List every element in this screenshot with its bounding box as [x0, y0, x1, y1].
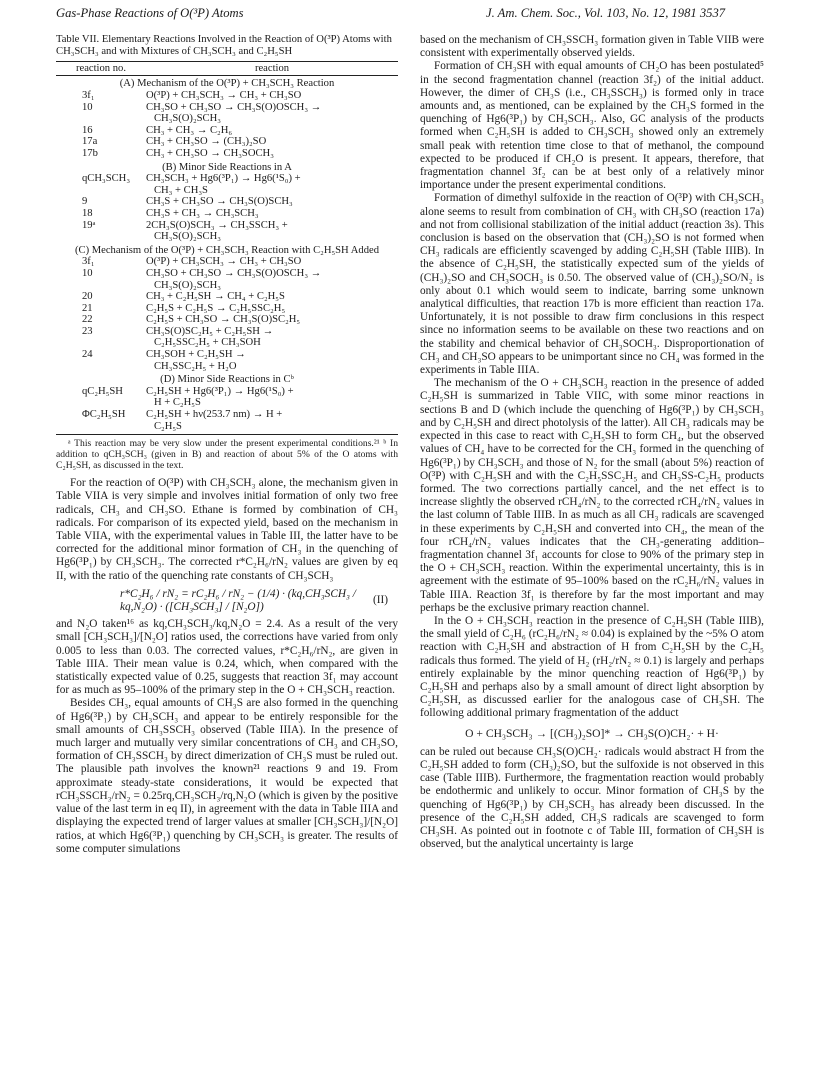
- reaction-number: [56, 113, 146, 125]
- reaction-equation: CH₃S + CH₃SO → CH₃S(O)SCH₃: [146, 196, 293, 208]
- table-row: [56, 409, 398, 421]
- equation-ii: [56, 588, 398, 614]
- table-row: [56, 173, 398, 185]
- paragraph: Formation of dimethyl sulfoxide in the reaction of O(³P) with CH₃SCH₃ alone seems to result from combination of CH₃ with CH₃SO (reaction 17a) and not from collisional stabilization of the initial adduct (reaction 3s). This conclusion is based on the observation that (CH₃)₂SO is not formed when CH₃ radicals are efficiently scavenged by adding C₂H₅SH (Table IIIB). In the absence of C₂H₅SH, the statistically expected sum of the yields of (CH₃)₂SO and CH₃SOCH₃ is 0.50. The observed value of (CH₃)₂SO/N₂ is only about 0.1 which would seem to indicate, barring some unknown analytical difficulties, that reaction 17b is more efficient than reaction 17a. Unfortunately, it is not possible to draw firm conclusions in this respect since no information seems to be available on these two reactions and on the stability and chemical behavior of CH₃SOCH₃. Disproportionation of CH₃ and CH₃SO appears to be unimportant since no CH₄ was formed in the experiments in Table IIIA.: [420, 192, 764, 377]
- table-row: [56, 349, 398, 361]
- reaction-number: [56, 231, 146, 243]
- section-heading: (D) Minor Side Reactions in Cᵇ: [160, 374, 294, 386]
- table-row: [56, 268, 398, 280]
- paragraph: The mechanism of the O + CH₃SCH₃ reaction in the presence of added C₂H₅SH is summarized in Table VIIC, with some minor reactions in sections B and D (which include the quenching of Hg6(³P₁) by CH₃SCH₃ and by C₂H₅SH and direct photolysis of the latter). All CH₃ radicals may be expected in this case to react with C₂H₅SH to form CH₄, but the observed values of CH₄ have to be corrected for the CH₃ formed in the quenching of Hg6(³P₁) by CH₃SCH₃ and those of N₂ for the small (about 5%) reaction of O(³P) with C₂H₅SH and with the C₂H₅SSC₂H₅ and CH₃SS-C₂H₅ products formed. The two corrections partially cancel, and the net effect is to increase slightly the observed rCH₄/rN₂ to the corrected rCH₄/rN₂ values in the last column of Table IIIB. In as much as all CH₃ radicals are scavenged in these experiments by C₂H₅SH and converted into CH₄, the mean of the four rCH₄/rN₂ values indicates that the CH₃-generating addition–fragmentation channel 3f₁ accounts for close to 90% of the primary step in the O + CH₃SCH₃ reaction. Within the experimental uncertainty, this is in agreement with the estimate of 95–100% based on the rC₂H₆/rN₂ values in Table IIIA. Reaction 3f₁ is therefore by far the most important and may perhaps be the exclusive primary reaction channel.: [420, 377, 764, 614]
- reaction-equation: O(³P) + CH₃SCH₃ → CH₃ + CH₃SO: [146, 256, 302, 268]
- table-row: [56, 102, 398, 114]
- table-body: [56, 76, 398, 435]
- table-row: [56, 113, 398, 125]
- reaction-equation: CH₃ + CH₃SO → CH₃SOCH₃: [146, 147, 274, 159]
- reaction-number: 20: [82, 291, 93, 303]
- table-footnote: ᵃ This reaction may be very slow under the present experimental conditions.²¹ ᵇ In addition to qCH₃SCH₃ (given in B) and reaction of about 5% of the O atoms with C₂H₅SH, as discussed in the text.: [56, 438, 398, 472]
- reaction-equation: CH₃S(O)SC₂H₅ + C₂H₅SH →: [146, 325, 274, 337]
- reactions-table: [56, 61, 398, 435]
- running-header-left: Gas-Phase Reactions of O(³P) Atoms: [56, 6, 244, 20]
- section-heading: (C) Mechanism of the O(³P) + CH₃SCH₃ Reaction with C₂H₅SH Added: [74, 244, 380, 256]
- table-caption: Table VII. Elementary Reactions Involved in the Reaction of O(³P) Atoms with CH₃SCH₃ and with Mixtures of CH₃SCH₃ and C₂H₅SH: [56, 34, 392, 58]
- table-row: [56, 280, 398, 292]
- reaction-equation: CH₃SCH₃ + Hg6(³P₁) → Hg6(¹S₀) +: [146, 173, 301, 185]
- reaction-number: 24: [82, 349, 93, 361]
- table-section-row: [56, 372, 398, 386]
- reaction-number: [56, 185, 146, 197]
- reaction-number: 16: [82, 124, 93, 136]
- table-row: [56, 125, 398, 137]
- reaction-equation: C₂H₅SH + hν(253.7 nm) → H +: [146, 409, 283, 421]
- reaction-number: 10: [82, 267, 93, 279]
- table-row: [56, 231, 398, 243]
- reaction-equation: C₂H₅S: [146, 421, 398, 435]
- reaction-number: 22: [82, 314, 93, 326]
- paragraph: Besides CH₃, equal amounts of CH₃S are also formed in the quenching of Hg6(³P₁) by CH₃SCH₃ and appear to be entirely responsible for the small amounts of CH₃SSCH₃ observed (Table IIIA). In the presence of much larger and mutually very similar concentrations of CH₃ and CH₃SO, formation of CH₃SSCH₃ by direct dimerization of CH₃S must be ruled out. The plausible path involves the known²¹ reactions 9 and 19. From approximate steady-state considerations, it would be expected that rCH₃SSCH₃/rN₂ = 0.25rq,CH₃SCH₃/rq,N₂O (which is given by the positive value of the last term in eq II), in agreement with the data in Table IIIA and displaying the expected trend of larger values at smaller [CH₃SCH₃]/[N₂O] ratios, at which Hg6(³P₁) quenching by CH₃SCH₃ is greater. The results of some computer simulations: [56, 697, 398, 855]
- reaction-equation: CH₃ + CH₃SO → (CH₃)₂SO: [146, 136, 267, 148]
- table-row: [56, 361, 398, 373]
- table-row: [56, 291, 398, 303]
- table-row: [56, 397, 398, 409]
- table-row: [56, 185, 398, 197]
- reaction-equation: CH₃SOH + C₂H₅SH →: [146, 349, 246, 361]
- reaction-number: 9: [82, 196, 88, 208]
- reaction-number: [56, 421, 146, 435]
- table-section-row: [56, 160, 398, 174]
- table-row: [56, 337, 398, 349]
- reaction-number: 19ᵃ: [82, 219, 96, 231]
- reaction-equation: C₂H₅S + CH₃SO → CH₃S(O)SC₂H₅: [146, 314, 301, 326]
- section-heading: (A) Mechanism of the O(³P) + CH₃SCH₃ Reaction: [119, 78, 335, 90]
- reaction-equation: CH₃S(O)₂SCH₃: [146, 231, 221, 243]
- table-row: [56, 303, 398, 315]
- reaction-number: 23: [82, 325, 93, 337]
- section-heading: (B) Minor Side Reactions in A: [162, 161, 292, 173]
- table-row: [56, 314, 398, 326]
- reaction-number: 21: [82, 302, 93, 314]
- reaction-number: 3f₁: [82, 256, 95, 268]
- paragraph: and N₂O taken¹⁶ as kq,CH₃SCH₃/kq,N₂O = 2.4. As a result of the very small [CH₃SCH₃]/[N₂O] ratios used, the corrections have varied from only 0.005 to less than 0.03. The corrected values, r*C₂H₆/rN₂, are given in Table IIIA. Their mean value is 0.24, which, when compared with the statistically expected value of 0.25, suggests that reaction 3f₁ may account for as much as 95–100% of the primary step in the O + CH₃SCH₃ reaction.: [56, 618, 398, 697]
- running-header-right: J. Am. Chem. Soc., Vol. 103, No. 12, 1981 3537: [486, 6, 726, 20]
- reaction-equation: CH₃ + CH₃ → C₂H₆: [146, 124, 233, 136]
- equation-body: r*C₂H₆ / rN₂ = rC₂H₆ / rN₂ − (1/4) · (kq,CH₃SCH₃ / kq,N₂O) · ([CH₃SCH₃] / [N₂O]): [120, 587, 356, 614]
- table-row: [56, 148, 398, 160]
- reaction-equation: CH₃ + CH₃S: [146, 184, 208, 196]
- table-row: [56, 208, 398, 220]
- reaction-equation: O(³P) + CH₃SCH₃ → CH₃ + CH₃SO: [146, 90, 302, 101]
- reaction-equation: 2CH₃S(O)SCH₃ → CH₃SSCH₃ +: [146, 219, 288, 231]
- table-row: [56, 421, 398, 435]
- table-row: [56, 386, 398, 398]
- fragmentation-equation: O + CH₃SCH₃ → [(CH₃)₂SO]* → CH₃S(O)CH₂· + H·: [465, 726, 719, 740]
- table-row: [56, 256, 398, 268]
- reaction-number: qCH₃SCH₃: [82, 173, 131, 185]
- reaction-number: [56, 280, 146, 292]
- reaction-number: 10: [82, 101, 93, 113]
- reaction-number: qC₂H₅SH: [82, 385, 123, 397]
- reaction-equation: C₂H₅SSC₂H₅ + CH₃SOH: [146, 337, 261, 349]
- table-row: [56, 136, 398, 148]
- paragraph: can be ruled out because CH₃S(O)CH₂· radicals would abstract H from the C₂H₅SH added to form (CH₃)₂SO, but the sulfoxide is not observed in this case (Table IIIB). Furthermore, the fragmentation reaction would probably be endothermic and unlikely to occur. Minor formation of CH₃S by the quenching of Hg6(³P₁) by CH₃SCH₃ has already been discussed. In the presence of the C₂H₅SH added, CH₃S radicals are scavenged to form CH₃SH. As pointed out in footnote c of Table III, formation of CH₃SH is observed, but the analytical uncertainty is large: [420, 745, 764, 851]
- reaction-number: 3f₁: [82, 90, 95, 101]
- reaction-equation: C₂H₅SH + Hg6(³P₁) → Hg6(¹S₀) +: [146, 385, 294, 397]
- reaction-equation: CH₃S + CH₃ → CH₃SCH₃: [146, 207, 259, 219]
- column-header-reaction-no: reaction no.: [56, 61, 146, 76]
- reaction-number: ΦC₂H₅SH: [82, 409, 126, 421]
- table-section-row: [56, 76, 398, 90]
- reaction-equation: CH₃SO + CH₃SO → CH₃S(O)OSCH₃ →: [146, 267, 322, 279]
- table-row: [56, 196, 398, 208]
- paragraph: In the O + CH₃SCH₃ reaction in the presence of C₂H₅SH (Table IIIB), the small yield of C₂H₆ (rC₂H₆/rN₂ ≈ 0.04) is explained by the ~5% O atom reaction with C₂H₅SH and abstraction of H from C₂H₅SH by the C₂H₅ radicals thus formed. The yield of H₂ (rH₂/rN₂ ≈ 0.1) is largely and perhaps entirely explainable by the minor quenching reaction of Hg6(³P₁) by C₂H₅SH and perhaps also by a small amount of direct light absorption by C₂H₅SH, as discussed earlier for the analogous case of CH₃SH. The following additional primary fragmentation of the adduct: [420, 614, 764, 720]
- left-column: [56, 34, 398, 856]
- reaction-equation: CH₃SO + CH₃SO → CH₃S(O)OSCH₃ →: [146, 101, 322, 113]
- reaction-equation: C₂H₅S + C₂H₅S → C₂H₅SSC₂H₅: [146, 302, 286, 314]
- reaction-equation: CH₃ + C₂H₅SH → CH₄ + C₂H₅S: [146, 291, 285, 303]
- reaction-number: 18: [82, 207, 93, 219]
- column-header-reaction: reaction: [146, 61, 398, 76]
- paragraph: For the reaction of O(³P) with CH₃SCH₃ alone, the mechanism given in Table VIIA is very simple and involves initial formation of only two free radicals, CH₃ and CH₃SO. Ethane is formed by combination of CH₃ radicals. For comparison of its expected yield, based on the mechanism in Table VIIA, with the experimental values in Table III, the latter have to be corrected for the additional minor formation of CH₃ in the quenching of Hg6(³P₁) by CH₃SCH₃. The corrected r*C₂H₆/rN₂ values are given by eq II, with the ratio of the quenching rate constants of CH₃SCH₃: [56, 477, 398, 582]
- reaction-equation: CH₃S(O)₂SCH₃: [146, 113, 221, 125]
- reaction-number: [56, 361, 146, 373]
- reaction-number: 17b: [82, 147, 98, 159]
- equation-number: (II): [372, 594, 388, 607]
- table-header-row: [56, 61, 398, 76]
- reaction-number: 17a: [82, 136, 98, 148]
- table-row: [56, 326, 398, 338]
- table-row: [56, 90, 398, 102]
- reaction-equation: H + C₂H₅S: [146, 397, 201, 409]
- reaction-number: [56, 397, 146, 409]
- right-column: [420, 34, 764, 851]
- reaction-equation: CH₃S(O)₂SCH₃: [146, 279, 221, 291]
- table-row: [56, 220, 398, 232]
- paragraph: Formation of CH₃SH with equal amounts of CH₂O has been postulated⁵ in the second fragmentation channel (reaction 3f₂) of the initial adduct. However, the dimer of CH₃S (i.e., CH₃SSCH₃) is formed only in trace amounts and, as mentioned, can be explained by the CH₃S formed in the quenching of Hg6(³P₁) by CH₃SCH₃. Also, GC analysis of the products formed when C₂H₅SH is added to CH₃SCH₃ showed only an extremely small peak with retention time close to that of methanol, the compound expected to be produced if CH₂O is present. It appears, therefore, that fragmentation channel 3f₂ can be at best only of a relatively minor importance under the present experimental conditions.: [420, 60, 764, 192]
- reaction-number: [56, 337, 146, 349]
- table-section-row: [56, 243, 398, 257]
- paragraph: based on the mechanism of CH₃SSCH₃ formation given in Table VIIB were consistent with experimentally observed yields.: [420, 34, 764, 60]
- reaction-equation: CH₃SSC₂H₅ + H₂O: [146, 360, 237, 372]
